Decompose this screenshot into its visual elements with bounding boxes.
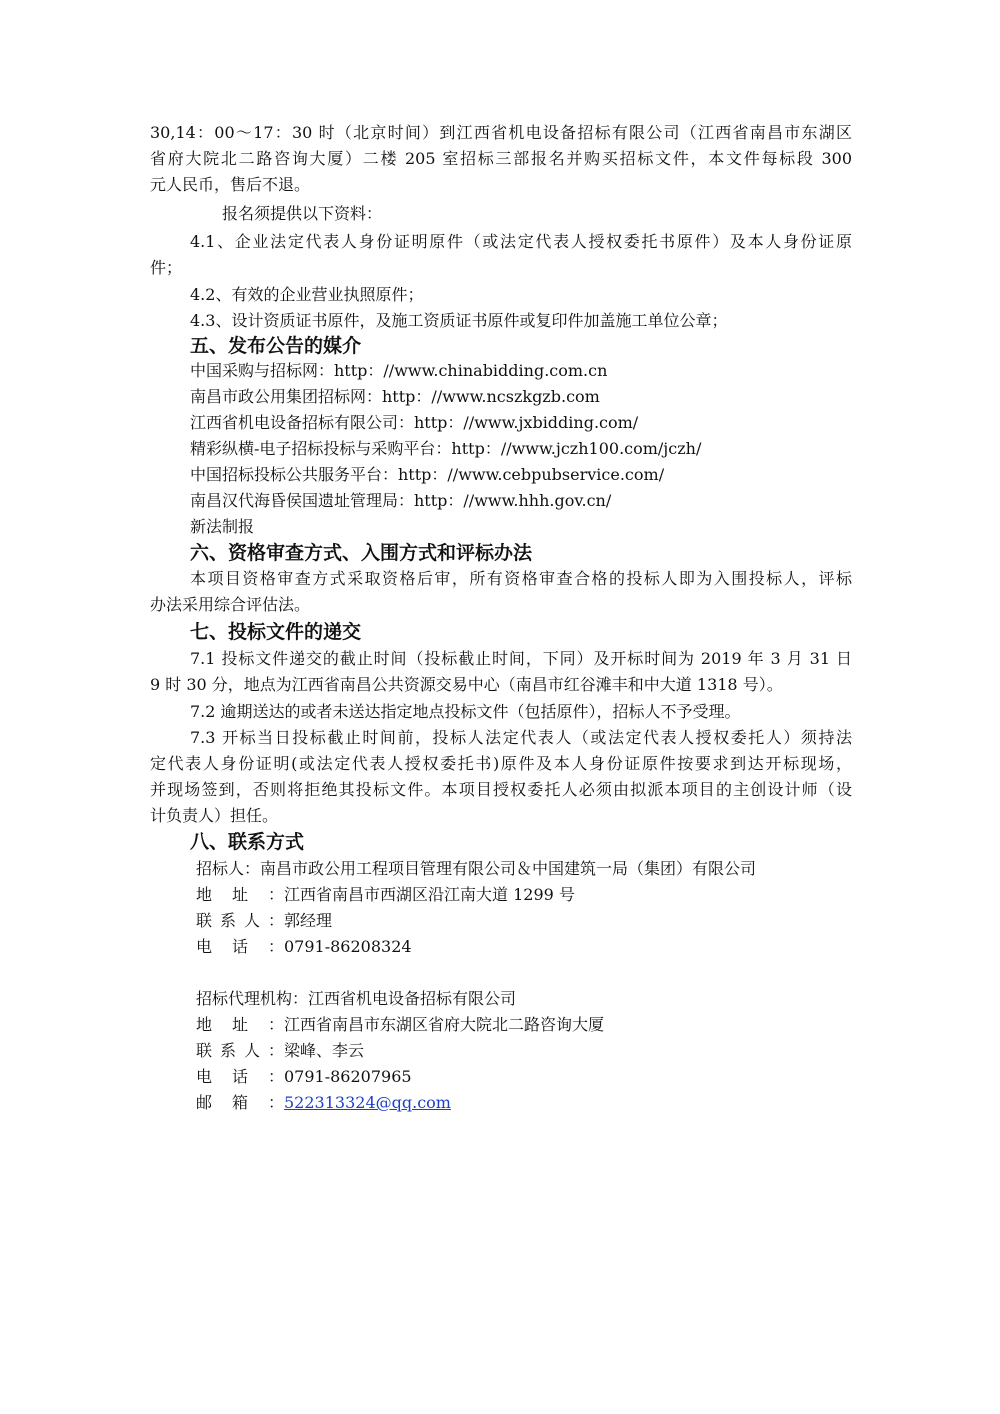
intro-line-3: 元人民币，售后不退。 — [150, 175, 311, 194]
tenderer-phone — [196, 934, 412, 960]
section-7-para-3: 7.3 开标当日投标截止时间前，投标人法定代表人（或法定代表人授权委托人）须持法 — [190, 728, 852, 747]
tenderer-contact — [196, 908, 332, 934]
email-label: 邮箱： — [196, 1093, 284, 1112]
address-value: 江西省南昌市西湖区沿江南大道 1299 号 — [284, 885, 575, 904]
contact-value: 郭经理 — [284, 911, 333, 930]
section-8-heading: 八、联系方式 — [190, 831, 305, 853]
contact-label: 联系人： — [196, 911, 284, 930]
docs-intro: 报名须提供以下资料： — [222, 204, 383, 223]
tenderer-line: 招标人：南昌市政公用工程项目管理有限公司＆中国建筑一局（集团）有限公司 — [196, 859, 757, 878]
section-7-heading: 七、投标文件的递交 — [190, 621, 362, 643]
doc-item-1: 4.1、企业法定代表人身份证明原件（或法定代表人授权委托书原件）及本人身份证原 — [190, 232, 852, 251]
agency-email — [196, 1090, 451, 1116]
section-6-heading: 六、资格审查方式、入围方式和评标办法 — [190, 542, 533, 564]
intro-line-1: 30,14：00～17：30 时（北京时间）到江西省机电设备招标有限公司（江西省南昌市东湖区 — [150, 123, 852, 142]
contact-label: 联系人： — [196, 1041, 284, 1060]
section-5-heading: 五、发布公告的媒介 — [190, 335, 362, 357]
doc-item-1-cont: 件； — [150, 258, 183, 277]
intro-line-2: 省府大院北二路咨询大厦）二楼 205 室招标三部报名并购买招标文件，本文件每标段 300 — [150, 149, 852, 168]
section-6-line-2: 办法采用综合评估法。 — [150, 595, 311, 614]
section-7-para-3-cont: 计负责人）担任。 — [150, 806, 279, 825]
media-item: 南昌市政公用集团招标网：http：//www.ncszkgzb.com — [190, 387, 600, 406]
media-item: 江西省机电设备招标有限公司：http：//www.jxbidding.com/ — [190, 413, 639, 432]
section-7-para-1-cont: 9 时 30 分，地点为江西省南昌公共资源交易中心（南昌市红谷滩丰和中大道 1318 号）。 — [150, 675, 783, 694]
section-7-para-3-cont: 定代表人身份证明(或法定代表人授权委托书)原件及本人身份证原件按要求到达开标现场， — [150, 754, 852, 773]
section-6-line-1: 本项目资格审查方式采取资格后审，所有资格审查合格的投标人即为入围投标人，评标 — [190, 569, 852, 588]
agency-contact — [196, 1038, 364, 1064]
phone-value: 0791-86207965 — [284, 1067, 412, 1086]
address-label: 地址： — [196, 1015, 284, 1034]
doc-item-2: 4.2、有效的企业营业执照原件； — [190, 285, 424, 304]
section-7-para-3-cont: 并现场签到，否则将拒绝其投标文件。本项目授权委托人必须由拟派本项目的主创设计师（设 — [150, 780, 852, 799]
agency-phone — [196, 1064, 412, 1090]
media-item: 新法制报 — [190, 517, 255, 536]
agency-address — [196, 1012, 604, 1038]
media-item: 中国采购与招标网：http：//www.chinabidding.com.cn — [190, 361, 608, 380]
agency-line: 招标代理机构：江西省机电设备招标有限公司 — [196, 989, 517, 1008]
phone-value: 0791-86208324 — [284, 937, 412, 956]
section-7-para-1: 7.1 投标文件递交的截止时间（投标截止时间，下同）及开标时间为 2019 年 3 月 31 日 — [190, 649, 852, 668]
section-7-para-2: 7.2 逾期送达的或者未送达指定地点投标文件（包括原件），招标人不予受理。 — [190, 702, 741, 721]
email-link[interactable]: 522313324@qq.com — [284, 1093, 451, 1112]
phone-label: 电话： — [196, 937, 284, 956]
tenderer-address — [196, 882, 575, 908]
address-label: 地址： — [196, 885, 284, 904]
doc-item-3: 4.3、设计资质证书原件，及施工资质证书原件或复印件加盖施工单位公章； — [190, 311, 728, 330]
media-item: 南昌汉代海昏侯国遗址管理局：http：//www.hhh.gov.cn/ — [190, 491, 612, 510]
media-item: 精彩纵横-电子招标投标与采购平台：http：//www.jczh100.com/jczh/ — [190, 439, 702, 458]
contact-value: 梁峰、李云 — [284, 1041, 365, 1060]
media-item: 中国招标投标公共服务平台：http：//www.cebpubservice.com/ — [190, 465, 665, 484]
phone-label: 电话： — [196, 1067, 284, 1086]
address-value: 江西省南昌市东湖区省府大院北二路咨询大厦 — [284, 1015, 605, 1034]
